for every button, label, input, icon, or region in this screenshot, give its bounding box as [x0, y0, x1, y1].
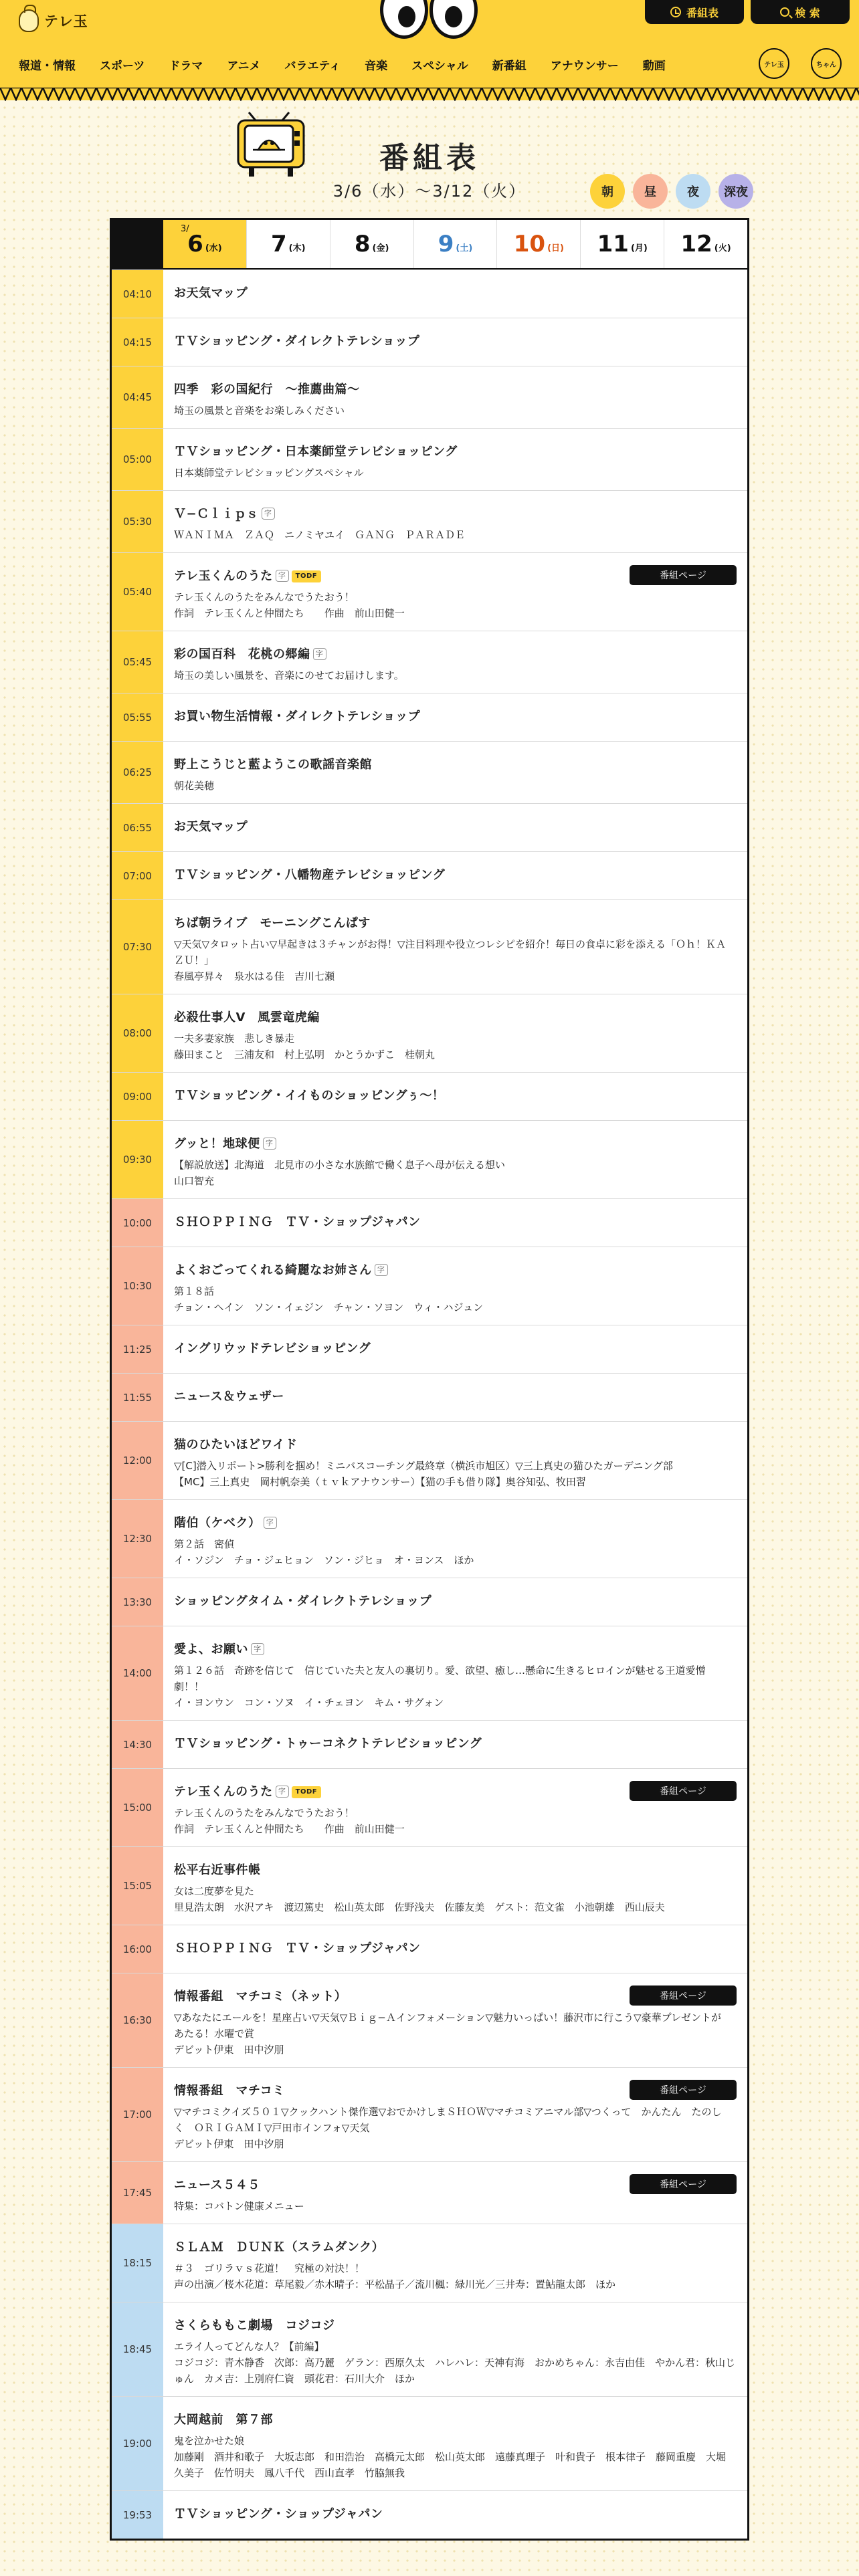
day-tab[interactable] — [330, 220, 413, 268]
program-title[interactable]: 情報番組 マチコミ（ネット） — [174, 1990, 347, 2004]
program-title-line — [174, 1087, 735, 1105]
program-title-line — [174, 1009, 735, 1027]
subtitle-badge-icon: 字 — [375, 1264, 388, 1276]
program-row[interactable] — [112, 1325, 747, 1373]
program-title[interactable]: ショッピングタイム・ダイレクトテレショップ — [174, 1594, 432, 1608]
program-title[interactable]: テレ玉くんのうた — [174, 1785, 273, 1799]
program-title[interactable]: ＴＶショッピング・トゥーコネクトテレビショッピング — [174, 1737, 482, 1751]
search-icon — [780, 7, 789, 17]
program-description: 第１８話 — [174, 1285, 215, 1297]
program-row[interactable] — [112, 803, 747, 851]
program-title-line — [174, 2317, 735, 2335]
program-content — [163, 2491, 747, 2539]
day-tab-weekday: (木) — [288, 243, 306, 253]
program-content — [163, 1925, 747, 1973]
day-tab-date: 11 — [597, 231, 629, 257]
nav-item[interactable]: ドラマ — [169, 60, 203, 73]
program-title-line — [174, 1214, 735, 1231]
program-title[interactable]: ニュース５４５ — [174, 2178, 260, 2192]
program-description: エライ人ってどんな人？【前編】 — [174, 2341, 324, 2353]
program-content — [163, 429, 747, 490]
program-title[interactable]: テレ玉くんのうた — [174, 569, 273, 583]
program-title[interactable]: グッと！地球便 — [174, 1137, 260, 1151]
program-row[interactable] — [112, 1578, 747, 1626]
day-tab-weekday: (土) — [456, 243, 473, 253]
clock-icon — [670, 7, 681, 17]
day-tab-weekday: (火) — [714, 243, 731, 253]
program-row[interactable] — [112, 1499, 747, 1578]
nav-item[interactable]: スポーツ — [100, 60, 145, 73]
program-title[interactable]: 猫のひたいほどワイド — [174, 1438, 298, 1452]
schedule-table — [110, 218, 749, 2541]
program-content — [163, 1578, 747, 1626]
program-content — [163, 2397, 747, 2490]
program-description: 一夫多妻家族 悲しき暴走 — [174, 1033, 295, 1045]
program-time: 11:55 — [112, 1374, 163, 1421]
nav-item[interactable]: アニメ — [227, 60, 261, 73]
program-title-line — [174, 285, 735, 302]
program-time: 10:00 — [112, 1199, 163, 1247]
program-time: 07:30 — [112, 900, 163, 994]
program-title-line — [174, 2506, 735, 2523]
program-time: 06:55 — [112, 804, 163, 851]
program-title-line — [174, 915, 735, 932]
program-content — [163, 1626, 747, 1720]
program-time: 18:45 — [112, 2302, 163, 2396]
program-title-line — [174, 1593, 735, 1610]
program-time: 17:00 — [112, 2068, 163, 2161]
program-list — [112, 270, 747, 2539]
program-title-line — [174, 443, 735, 461]
program-description: 日本薬師堂テレビショッピングスペシャル — [174, 467, 364, 479]
program-row[interactable] — [112, 1846, 747, 1925]
subtitle-badge-icon: 字 — [264, 1517, 277, 1529]
program-title[interactable]: Ｖ−Ｃｌｉｐｓ — [174, 507, 259, 521]
program-title-line — [174, 1940, 735, 1957]
program-time: 06:25 — [112, 742, 163, 803]
program-cast: 藤田まこと 三浦友和 村上弘明 かとうかずこ 桂朝丸 — [174, 1049, 436, 1061]
program-row[interactable] — [112, 2396, 747, 2490]
program-title[interactable]: 階伯（ケベク） — [174, 1516, 261, 1530]
filter-late-night-button[interactable]: 深夜 — [719, 174, 753, 209]
program-content — [163, 1121, 747, 1198]
program-cast: イ・ソジン チョ・ジェヒョン ソン・ジヒョ オ・ヨンス ほか — [174, 1554, 474, 1566]
program-time: 12:00 — [112, 1422, 163, 1499]
day-tab-date: 10 — [513, 231, 546, 257]
program-time: 04:15 — [112, 318, 163, 366]
program-title[interactable]: 必殺仕事人Ⅴ 風雲竜虎編 — [174, 1010, 320, 1025]
program-time: 04:45 — [112, 366, 163, 428]
logo-text: テレ玉 — [44, 13, 88, 29]
program-title[interactable]: ニュース＆ウェザー — [174, 1390, 284, 1404]
chan-badge-icon[interactable]: ちゃん — [811, 48, 842, 79]
program-title-line — [174, 381, 735, 399]
day-tabs-corner — [112, 220, 163, 268]
program-content — [163, 1422, 747, 1499]
program-title-line — [174, 1735, 735, 1753]
program-title-line — [174, 708, 735, 726]
program-row[interactable] — [112, 1421, 747, 1499]
day-tab-date: 12 — [680, 231, 712, 257]
program-title-line — [174, 756, 735, 774]
program-description: ＷＡＮＩＭＡ ＺＡＱ ニノミヤユイ ＧＡＮＧ ＰＡＲＡＤＥ — [174, 529, 466, 541]
program-title-line — [174, 867, 735, 884]
program-title-line — [174, 2239, 735, 2256]
program-time: 10:30 — [112, 1247, 163, 1325]
program-row[interactable] — [112, 693, 747, 741]
subtitle-badge-icon: 字 — [263, 1138, 276, 1150]
program-content — [163, 270, 747, 318]
page-title: 番組表 — [379, 141, 480, 175]
program-time: 05:00 — [112, 429, 163, 490]
program-title-line — [174, 819, 735, 836]
program-content — [163, 1769, 747, 1846]
program-row[interactable] — [112, 366, 747, 428]
program-cast: 作詞 テレ玉くんと仲間たち 作曲 前山田健一 — [174, 607, 405, 619]
program-time: 05:30 — [112, 491, 163, 552]
program-row[interactable] — [112, 318, 747, 366]
day-tab[interactable] — [580, 220, 664, 268]
program-content — [163, 1073, 747, 1120]
program-title[interactable]: さくらももこ劇場 コジコジ — [174, 2319, 335, 2333]
program-page-button[interactable]: 番組ページ — [630, 1985, 737, 2006]
program-row[interactable] — [112, 1373, 747, 1421]
program-row[interactable] — [112, 899, 747, 994]
program-time: 05:40 — [112, 553, 163, 631]
program-time: 11:25 — [112, 1325, 163, 1373]
program-description: 鬼を泣かせた娘 — [174, 2435, 245, 2447]
program-row[interactable] — [112, 1973, 747, 2067]
search-button[interactable] — [751, 0, 850, 24]
program-cast: 加藤剛 酒井和歌子 大坂志郎 和田浩治 高橋元太郎 松山英太郎 遠藤真理子 叶和貴子 根本律子 藤岡重慶 大堀久美子 佐竹明夫 鳳八千代 西山直孝 竹脇無我 — [174, 2451, 727, 2479]
program-cast: 声の出演／桜木花道：草尾毅／赤木晴子：平松晶子／流川楓：緑川光／三井寿：置鮎龍太郎 ほか — [174, 2278, 616, 2290]
program-content — [163, 693, 747, 741]
program-content — [163, 1325, 747, 1373]
day-tab-date: 9 — [438, 231, 454, 257]
program-row[interactable] — [112, 428, 747, 490]
program-title[interactable]: 彩の国百科 花桃の郷編 — [174, 647, 310, 661]
nav-item[interactable]: スペシャル — [411, 60, 468, 73]
program-content — [163, 804, 747, 851]
program-time: 09:00 — [112, 1073, 163, 1120]
program-time: 09:30 — [112, 1121, 163, 1198]
program-title[interactable]: お天気マップ — [174, 820, 248, 834]
subtitle-badge-icon: 字 — [276, 1786, 289, 1798]
program-content — [163, 2302, 747, 2396]
filter-daytime-button[interactable]: 昼 — [633, 174, 668, 209]
subtitle-badge-icon: 字 — [313, 648, 326, 660]
program-content — [163, 1721, 747, 1768]
program-title[interactable]: 四季 彩の国紀行 〜推薦曲篇〜 — [174, 383, 360, 397]
program-row[interactable] — [112, 1626, 747, 1720]
program-content — [163, 900, 747, 994]
program-content — [163, 553, 747, 631]
program-description: 第１２６話 奇跡を信じて 信じていた夫と友人の裏切り。愛、欲望、癒し…懸命に生きるヒロインが魅せる王道愛憎劇！！ — [174, 1665, 706, 1693]
program-title[interactable]: ＴＶショッピング・日本薬師堂テレビショッピング — [174, 445, 458, 459]
day-tab-weekday: (月) — [630, 243, 648, 253]
program-row[interactable] — [112, 851, 747, 899]
program-time: 15:05 — [112, 1847, 163, 1925]
program-row[interactable] — [112, 1925, 747, 1973]
program-description: ＃３ ゴリラｖｓ花道！ 究極の対決！！ — [174, 2262, 365, 2274]
program-title[interactable]: イングリウッドテレビショッピング — [174, 1341, 371, 1356]
filter-morning-button[interactable]: 朝 — [590, 174, 625, 209]
program-row[interactable] — [112, 1072, 747, 1120]
program-title-line — [174, 1862, 735, 1879]
program-title-line — [174, 1340, 735, 1358]
program-cast: デビット伊東 田中汐朋 — [174, 2044, 284, 2056]
program-title-line — [174, 506, 735, 523]
schedule-button[interactable] — [645, 0, 744, 24]
program-description: 埼玉の美しい風景を、音楽にのせてお届けします。 — [174, 669, 404, 681]
program-content — [163, 2224, 747, 2302]
main-nav — [19, 56, 666, 78]
program-title[interactable]: ＴＶショッピング・ショップジャパン — [174, 2507, 383, 2521]
program-title-line — [174, 1515, 735, 1532]
program-row[interactable] — [112, 2224, 747, 2302]
program-title[interactable]: 愛よ、お願い — [174, 1642, 248, 1656]
program-time: 04:10 — [112, 270, 163, 318]
program-title[interactable]: ＴＶショッピング・イイものショッピングぅ〜！ — [174, 1089, 445, 1103]
program-title-line — [174, 1436, 735, 1454]
program-time: 19:53 — [112, 2491, 163, 2539]
nav-item[interactable]: バラエティ — [284, 60, 341, 73]
site-header — [0, 0, 859, 100]
program-page-button[interactable]: 番組ページ — [630, 2174, 737, 2194]
program-content — [163, 2068, 747, 2161]
program-content — [163, 1973, 747, 2067]
day-tab[interactable] — [496, 220, 580, 268]
program-content — [163, 1847, 747, 1925]
program-cast: 【MC】三上真史 岡村帆奈美（ｔｖｋアナウンサー）【猫の手も借り隊】奥谷知弘、牧田習 — [174, 1476, 586, 1488]
program-time: 14:30 — [112, 1721, 163, 1768]
program-content — [163, 1374, 747, 1421]
program-row[interactable] — [112, 2302, 747, 2396]
subtitle-badge-icon: 字 — [276, 570, 289, 582]
program-row[interactable] — [112, 1720, 747, 1768]
nav-item[interactable]: 新番組 — [492, 60, 527, 73]
program-content — [163, 994, 747, 1072]
program-row[interactable] — [112, 1198, 747, 1247]
program-content — [163, 366, 747, 428]
program-time: 17:45 — [112, 2162, 163, 2224]
program-content — [163, 1247, 747, 1325]
program-title[interactable]: 情報番組 マチコミ — [174, 2084, 285, 2098]
day-tab-weekday: (金) — [372, 243, 389, 253]
nav-item[interactable]: 動画 — [642, 60, 666, 73]
program-row[interactable] — [112, 2490, 747, 2539]
program-row[interactable] — [112, 1120, 747, 1198]
program-description: 朝花美穂 — [174, 780, 215, 792]
tod-badge: TODF — [292, 570, 321, 582]
program-description: テレ玉くんのうたをみんなでうたおう！ — [174, 591, 355, 603]
site-logo[interactable] — [19, 9, 88, 32]
date-range: 3/6（水）〜3/12（火） — [332, 182, 527, 201]
program-description: 特集：コバトン健康メニュー — [174, 2200, 304, 2212]
subtitle-badge-icon: 字 — [251, 1643, 264, 1655]
program-description: 女は二度夢を見た — [174, 1885, 255, 1897]
program-time: 18:15 — [112, 2224, 163, 2302]
program-title[interactable]: ＳＨＯＰＰＩＮＧ ＴＶ・ショップジャパン — [174, 1215, 421, 1229]
day-tab[interactable] — [413, 220, 497, 268]
program-title-line — [174, 1136, 735, 1153]
program-time: 05:55 — [112, 693, 163, 741]
program-content — [163, 852, 747, 899]
program-page-button[interactable]: 番組ページ — [630, 565, 737, 585]
program-title-line — [174, 1262, 735, 1279]
program-cast: コジコジ：青木静香 次郎：高乃麗 ゲラン：西原久太 ハレハレ：天神有海 おかめちゃん：永吉由佳 やかん君：秋山じゅん カメ吉：上別府仁資 頭花君：石川大介 ほか — [174, 2357, 735, 2385]
program-page-button[interactable]: 番組ページ — [630, 2080, 737, 2100]
program-description: ▽マチコミクイズ５０１▽クックハント傑作選▽おでかけしまＳＨＯＷ▽マチコミアニマル部▽つくって かんたん たのしく ＯＲＩＧＡＭＩ▽戸田市インフォ▽天気 — [174, 2106, 722, 2134]
day-tab-date: 6 — [187, 231, 203, 257]
program-row[interactable] — [112, 1247, 747, 1325]
program-description: 【解説放送】北海道 北見市の小さな水族館で働く息子へ母が伝える想い — [174, 1159, 506, 1171]
program-time: 07:00 — [112, 852, 163, 899]
program-description: ▽あなたにエールを！星座占い▽天気▽Ｂｉｇ−Ａインフォメーション▽魅力いっぱい！藤沢市に行こう▽豪華プレゼントがあたる！水曜で賞 — [174, 2012, 722, 2040]
program-content — [163, 491, 747, 552]
program-time: 14:00 — [112, 1626, 163, 1720]
program-title-line — [174, 646, 735, 663]
program-time: 16:30 — [112, 1973, 163, 2067]
program-title[interactable]: よくおごってくれる綺麗なお姉さん — [174, 1263, 372, 1277]
day-tabs — [112, 220, 747, 270]
program-title[interactable]: ちば朝ライブ モーニングこんぱす — [174, 916, 371, 930]
program-description: 埼玉の風景と音楽をお楽しみください — [174, 405, 345, 417]
program-description: ▽天気▽タロット占い▽早起きは３チャンがお得！▽注目料理や役立つレシピを紹介！毎日の食卓に彩を添える「Ｏｈ！ＫＡＺＵ！」 — [174, 938, 727, 966]
program-time: 13:30 — [112, 1578, 163, 1626]
program-row[interactable] — [112, 2067, 747, 2161]
program-time: 19:00 — [112, 2397, 163, 2490]
program-row[interactable] — [112, 552, 747, 631]
day-tab-month: 3/ — [181, 224, 189, 234]
program-title[interactable]: お買い物生活情報・ダイレクトテレショップ — [174, 710, 421, 724]
program-content — [163, 742, 747, 803]
program-cast: 里見浩太朗 水沢アキ 渡辺篤史 松山英太郎 佐野浅夫 佐藤友美 ゲスト：范文雀 小池朝雄 西山辰夫 — [174, 1901, 665, 1913]
header-zigzag-border — [0, 88, 859, 101]
program-cast: 作詞 テレ玉くんと仲間たち 作曲 前山田健一 — [174, 1823, 405, 1835]
day-tab-weekday: (日) — [547, 243, 564, 253]
subtitle-badge-icon: 字 — [262, 508, 275, 520]
program-title-line — [174, 1641, 735, 1658]
nav-item[interactable]: アナウンサー — [550, 60, 619, 73]
program-cast: イ・ヨンウン コン・ソヌ イ・チェヨン キム・サグォン — [174, 1697, 444, 1709]
program-content — [163, 2162, 747, 2224]
program-title-line — [174, 333, 735, 350]
day-tab[interactable] — [163, 220, 246, 268]
program-row[interactable] — [112, 741, 747, 803]
filter-night-button[interactable]: 夜 — [676, 174, 710, 209]
program-title[interactable]: 野上こうじと藍ようこの歌謡音楽館 — [174, 758, 372, 772]
program-time: 05:45 — [112, 631, 163, 693]
tele-tama-badge-icon[interactable]: テレ玉 — [759, 48, 789, 79]
program-title[interactable]: 松平右近事件帳 — [174, 1863, 261, 1877]
day-tab[interactable] — [664, 220, 747, 268]
tod-badge: TODF — [292, 1786, 321, 1798]
day-tab-date: 7 — [271, 231, 287, 257]
day-tab-date: 8 — [354, 231, 371, 257]
program-content — [163, 631, 747, 693]
program-time: 16:00 — [112, 1925, 163, 1973]
day-tab[interactable] — [246, 220, 330, 268]
program-cast: 山口智充 — [174, 1175, 215, 1187]
nav-item[interactable]: 報道・情報 — [19, 60, 76, 73]
program-content — [163, 318, 747, 366]
program-title[interactable]: ＴＶショッピング・ダイレクトテレショップ — [174, 334, 420, 348]
program-time: 12:30 — [112, 1500, 163, 1578]
program-content — [163, 1199, 747, 1247]
program-cast: チョン・ヘイン ソン・イェジン チャン・ソヨン ウィ・ハジュン — [174, 1301, 484, 1313]
program-title[interactable]: お天気マップ — [174, 286, 248, 300]
program-row[interactable] — [112, 2161, 747, 2224]
program-title[interactable]: ＳＨＯＰＰＩＮＧ ＴＶ・ショップジャパン — [174, 1941, 421, 1955]
program-title[interactable]: 大岡越前 第７部 — [174, 2413, 273, 2427]
program-row[interactable] — [112, 631, 747, 693]
search-button-label: 検 索 — [795, 6, 820, 19]
schedule-button-label: 番組表 — [686, 6, 719, 19]
program-description: 第２話 密偵 — [174, 1538, 235, 1550]
program-cast: 春風亭昇々 泉水はる佳 吉川七瀬 — [174, 970, 335, 982]
program-title[interactable]: ＴＶショッピング・八幡物産テレビショッピング — [174, 868, 446, 882]
program-title-line — [174, 1388, 735, 1406]
mascot-eyes-icon — [380, 0, 478, 39]
day-tab-weekday: (水) — [205, 243, 222, 253]
program-title[interactable]: ＳＬＡＭ ＤＵＮＫ（スラムダンク） — [174, 2240, 385, 2254]
program-title-line — [174, 2411, 735, 2429]
nav-item[interactable]: 音楽 — [365, 60, 388, 73]
program-description: ▽[C]潜入リポート>勝利を掴め！ミニバスコーチング最終章（横浜市旭区）▽三上真史の猫ひたガーデニング部 — [174, 1460, 673, 1472]
program-page-button[interactable]: 番組ページ — [630, 1781, 737, 1801]
program-content — [163, 1500, 747, 1578]
program-row[interactable] — [112, 994, 747, 1072]
program-description: テレ玉くんのうたをみんなでうたおう！ — [174, 1807, 355, 1819]
program-row[interactable] — [112, 1768, 747, 1846]
program-time: 08:00 — [112, 994, 163, 1072]
program-time: 15:00 — [112, 1769, 163, 1846]
mascot-logo-icon — [19, 9, 39, 32]
program-cast: デビット伊東 田中汐朋 — [174, 2138, 284, 2150]
program-row[interactable] — [112, 490, 747, 552]
program-row[interactable] — [112, 270, 747, 318]
